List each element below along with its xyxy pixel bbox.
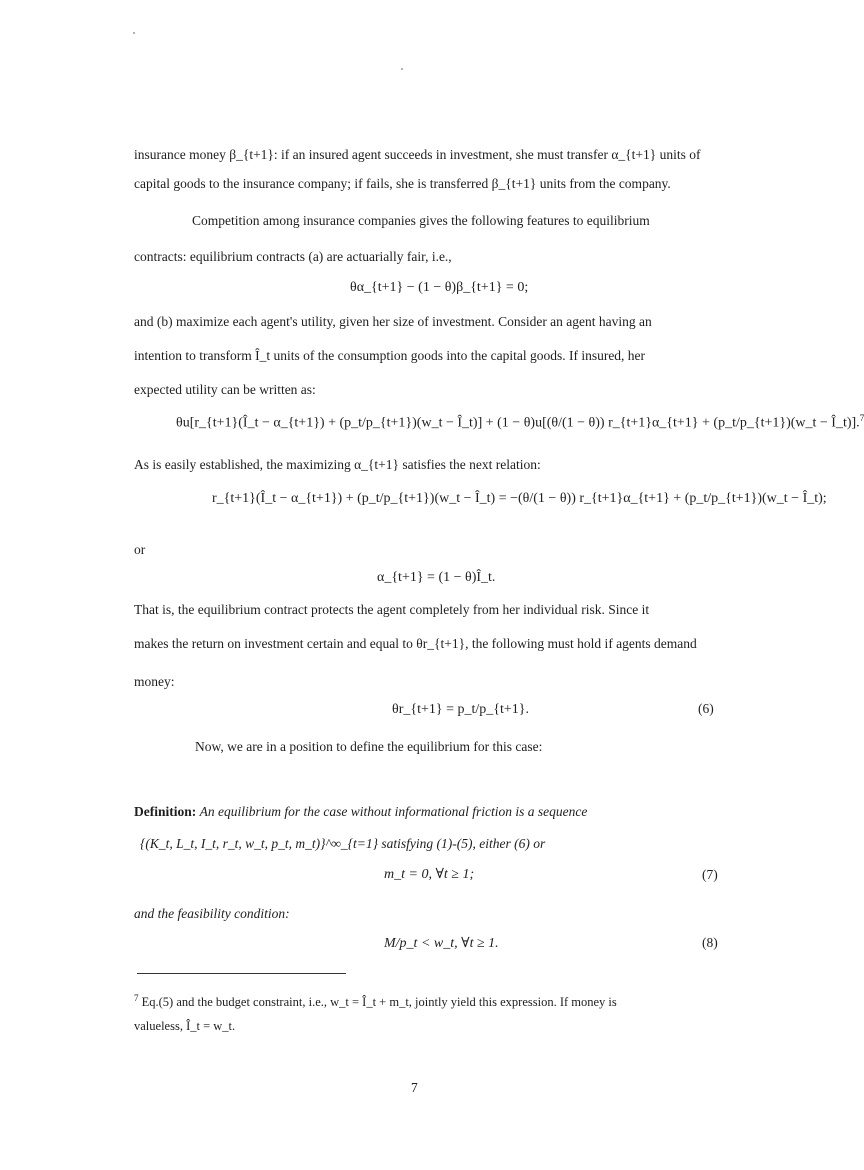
scan-speck [401, 68, 403, 70]
body-line: makes the return on investment certain and equal to θr_{t+1}, the following must hold if agents demand [134, 636, 697, 651]
footnote-reference: 7 [859, 413, 864, 423]
body-line: That is, the equilibrium contract protects the agent completely from her individual risk. Since it [134, 602, 650, 617]
equation-text: θu[r_{t+1}(Î_t − α_{t+1}) + (p_t/p_{t+1})(w_t − Î_t)] + (1 − θ)u[(θ/(1 − θ)) r_{t+1}α_{t+1} + (p_t/p_{t+1})(w_t − Î_t)]. [176, 415, 860, 431]
body-line: money: [134, 674, 175, 689]
footnote-line: valueless, Î_t = w_t. [134, 1019, 236, 1033]
definition-text: An equilibrium for the case without informational friction is a sequence [199, 804, 588, 819]
body-line: insurance money β_{t+1}: if an insured agent succeeds in investment, she must transfer α_{t+1} units of [134, 147, 701, 162]
equation-first-order-condition: r_{t+1}(Î_t − α_{t+1}) + (p_t/p_{t+1})(w_t − Î_t) = −(θ/(1 − θ)) r_{t+1}α_{t+1} + (p_t/p_{t+1})(w_t − Î_t); [212, 491, 827, 506]
body-line: contracts: equilibrium contracts (a) are actuarially fair, i.e., [134, 249, 452, 264]
footnote-text: Eq.(5) and the budget constraint, i.e., w_t = Î_t + m_t, jointly yield this expression. If money is [141, 995, 617, 1010]
footnote-mark: 7 [134, 993, 139, 1003]
definition-line: {(K_t, L_t, I_t, r_t, w_t, p_t, m_t)}^∞_{t=1} satisfying (1)-(5), either (6) or [140, 836, 546, 851]
body-line: or [134, 542, 146, 557]
equation-alpha: α_{t+1} = (1 − θ)Î_t. [377, 570, 496, 585]
scan-speck [133, 32, 135, 34]
equation-8: M/p_t < w_t, ∀t ≥ 1. [384, 936, 499, 951]
equation-number: (6) [698, 701, 714, 716]
footnote-rule [137, 973, 346, 974]
body-line: As is easily established, the maximizing α_{t+1} satisfies the next relation: [134, 457, 541, 472]
body-line: capital goods to the insurance company; if fails, she is transferred β_{t+1} units from the company. [134, 176, 671, 191]
equation-6: θr_{t+1} = p_t/p_{t+1}. [392, 702, 529, 717]
footnote-line [134, 989, 617, 1011]
body-line: expected utility can be written as: [134, 382, 316, 397]
equation-number: (8) [702, 935, 718, 950]
body-line: and (b) maximize each agent's utility, given her size of investment. Consider an agent having an [134, 314, 652, 329]
equation-number: (7) [702, 867, 718, 882]
body-line: Competition among insurance companies gives the following features to equilibrium [192, 213, 650, 228]
body-line: intention to transform Î_t units of the consumption goods into the capital goods. If insured, her [134, 348, 646, 363]
definition-line [134, 803, 587, 821]
definition-heading: Definition: [134, 804, 197, 819]
equation-7: m_t = 0, ∀t ≥ 1; [384, 867, 475, 882]
definition-line: and the feasibility condition: [134, 906, 290, 921]
body-line: Now, we are in a position to define the equilibrium for this case: [195, 739, 543, 754]
equation-expected-utility [176, 409, 864, 433]
equation-actuarially-fair: θα_{t+1} − (1 − θ)β_{t+1} = 0; [350, 280, 529, 295]
page-number: 7 [411, 1080, 418, 1095]
